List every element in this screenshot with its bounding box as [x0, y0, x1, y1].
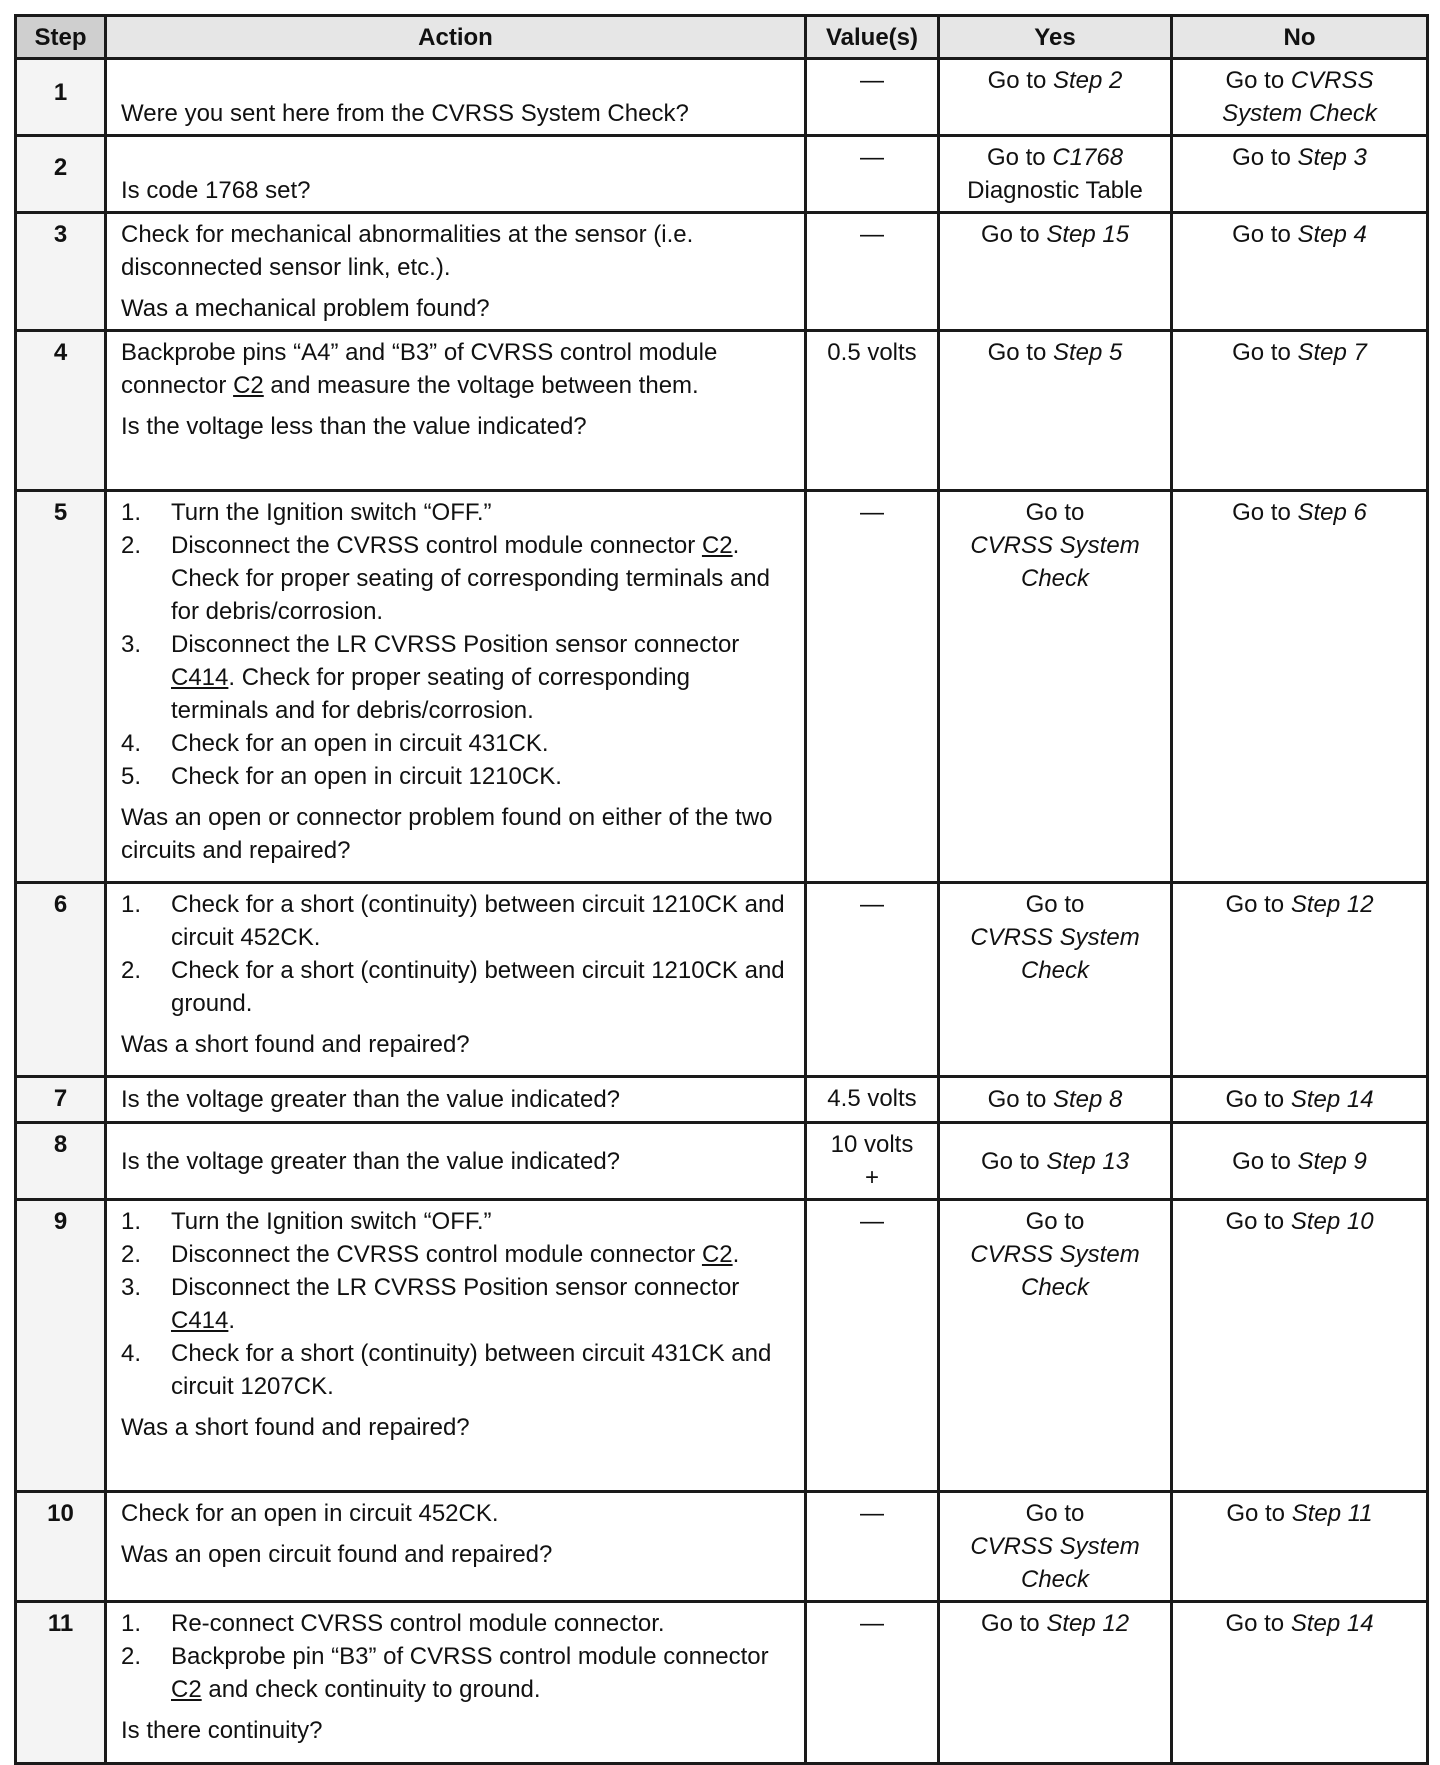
- goto-target-link[interactable]: Step 14: [1290, 1086, 1374, 1113]
- list-item-text: .: [732, 1241, 740, 1268]
- list-item: [121, 727, 790, 760]
- value-cell: —: [806, 213, 939, 331]
- no-cell: [1172, 136, 1428, 213]
- step-number: 10: [16, 1492, 106, 1602]
- table-row: [16, 1200, 1428, 1492]
- list-item-text: Disconnect the CVRSS control module connector: [171, 532, 702, 559]
- list-item-text: Turn the Ignition switch “OFF.”: [171, 499, 492, 526]
- step-number: 2: [16, 136, 106, 213]
- action-question: Was a mechanical problem found?: [121, 295, 490, 322]
- goto-target-link[interactable]: CVRSS System Check: [970, 532, 1140, 592]
- action-cell: [106, 1123, 806, 1200]
- list-item-text: Disconnect the CVRSS control module connector: [171, 1241, 702, 1268]
- goto-text: Go to: [1025, 1500, 1085, 1527]
- list-number: 1.: [121, 1208, 142, 1235]
- yes-cell: [939, 491, 1172, 883]
- list-item: [121, 496, 790, 529]
- list-item-text: Re-connect CVRSS control module connector.: [171, 1610, 665, 1637]
- connector-ref: C414: [171, 664, 229, 691]
- yes-cell: [939, 1123, 1172, 1200]
- no-cell: [1172, 1123, 1428, 1200]
- list-item-text: Backprobe pin “B3” of CVRSS control module connector: [171, 1643, 769, 1670]
- goto-target-link[interactable]: Step 13: [1046, 1147, 1130, 1175]
- action-cell: [106, 1077, 806, 1123]
- step-number: 11: [16, 1602, 106, 1764]
- no-cell: [1172, 1200, 1428, 1492]
- value-cell: 4.5 volts: [806, 1077, 939, 1123]
- connector-ref: C2: [171, 1676, 202, 1703]
- action-cell: [106, 136, 806, 213]
- action-cell: [106, 1602, 806, 1764]
- connector-ref: C2: [701, 532, 733, 559]
- goto-text: Go to: [1226, 1500, 1292, 1527]
- action-text: Check for mechanical abnormalities at the sensor (i.e. disconnected sensor link, etc.).: [121, 221, 694, 281]
- list-item-text: .: [228, 1307, 236, 1334]
- list-number: 2.: [121, 957, 142, 984]
- list-item-text: Turn the Ignition switch “OFF.”: [171, 1208, 492, 1235]
- table-row: [16, 1492, 1428, 1602]
- goto-target-link[interactable]: Step 8: [1052, 1086, 1123, 1113]
- table-row: [16, 491, 1428, 883]
- goto-text: Go to: [1225, 891, 1291, 918]
- goto-text: Go to: [1232, 1147, 1298, 1175]
- list-item-text: . Check for proper seating of corresponding terminals and for debris/corrosion.: [171, 664, 690, 724]
- goto-text: Go to: [1225, 67, 1291, 94]
- header-step: Step: [16, 16, 106, 59]
- goto-text: Go to: [1232, 144, 1298, 171]
- action-question: Was a short found and repaired?: [121, 1414, 470, 1441]
- yes-cell: [939, 1492, 1172, 1602]
- goto-target-link[interactable]: Step 14: [1290, 1610, 1374, 1637]
- list-item: [121, 1337, 790, 1403]
- no-cell: [1172, 1077, 1428, 1123]
- goto-text: Go to: [1232, 499, 1298, 526]
- action-text-part: Backprobe pins “A4” and “B3” of CVRSS control module connector: [121, 339, 718, 399]
- step-number: 8: [16, 1123, 106, 1200]
- goto-target-link[interactable]: Step 5: [1052, 339, 1123, 366]
- list-number: 2.: [121, 1643, 142, 1670]
- list-number: 1.: [121, 499, 142, 526]
- goto-target-link[interactable]: CVRSS System Check: [1222, 67, 1377, 127]
- goto-target-link[interactable]: Step 11: [1291, 1500, 1373, 1527]
- step-number: 3: [16, 213, 106, 331]
- goto-text: Go to: [1025, 891, 1085, 918]
- goto-target-link[interactable]: C1768: [1052, 144, 1124, 171]
- yes-cell: [939, 331, 1172, 491]
- header-values: Value(s): [806, 16, 939, 59]
- list-item-text: . Check for proper seating of corresponding terminals and for debris/corrosion.: [171, 532, 770, 625]
- action-cell: [106, 491, 806, 883]
- table-row: [16, 136, 1428, 213]
- yes-cell: [939, 1200, 1172, 1492]
- goto-target-suffix[interactable]: Diagnostic Table: [967, 177, 1143, 204]
- instruction-list: [121, 496, 790, 793]
- step-number: 4: [16, 331, 106, 491]
- table-row: [16, 59, 1428, 136]
- action-question: Is the voltage greater than the value indicated?: [121, 1086, 621, 1113]
- list-item-text: and check continuity to ground.: [201, 1676, 541, 1703]
- goto-text: Go to: [987, 67, 1053, 94]
- step-number: 7: [16, 1077, 106, 1123]
- action-cell: [106, 331, 806, 491]
- value-cell: —: [806, 136, 939, 213]
- value-cell: —: [806, 1602, 939, 1764]
- goto-target-link[interactable]: Step 12: [1290, 891, 1374, 918]
- goto-text: Go to: [980, 1610, 1047, 1637]
- instruction-list: [121, 1607, 790, 1706]
- list-item-text: Check for a short (continuity) between circuit 431CK and circuit 1207CK.: [171, 1340, 772, 1400]
- list-number: 3.: [121, 631, 142, 658]
- action-cell: [106, 213, 806, 331]
- instruction-list: [121, 1205, 790, 1403]
- goto-target-link[interactable]: Step 10: [1290, 1208, 1374, 1235]
- value-cell: —: [806, 883, 939, 1077]
- goto-text: Go to: [1025, 1208, 1085, 1235]
- value-cell: 10 volts +: [806, 1123, 939, 1200]
- list-item-text: Check for a short (continuity) between circuit 1210CK and circuit 452CK.: [171, 891, 785, 951]
- goto-target-link[interactable]: Step 7: [1297, 339, 1367, 366]
- value-cell: —: [806, 59, 939, 136]
- action-text: [121, 336, 790, 402]
- goto-target-link[interactable]: CVRSS System Check: [970, 924, 1140, 984]
- goto-text: Go to: [1225, 1610, 1291, 1637]
- goto-text: Go to: [986, 144, 1053, 171]
- goto-target-link[interactable]: Step 12: [1046, 1610, 1130, 1637]
- action-question: Is there continuity?: [121, 1717, 323, 1744]
- list-item: [121, 529, 790, 628]
- yes-cell: [939, 59, 1172, 136]
- goto-text: Go to: [1232, 221, 1298, 248]
- no-cell: [1172, 213, 1428, 331]
- table-row: [16, 1077, 1428, 1123]
- action-question: Is code 1768 set?: [121, 177, 311, 204]
- no-cell: [1172, 1492, 1428, 1602]
- action-question: Was a short found and repaired?: [121, 1031, 470, 1058]
- header-yes: Yes: [939, 16, 1172, 59]
- header-action: Action: [106, 16, 806, 59]
- list-item: [121, 1205, 790, 1238]
- action-text: Check for an open in circuit 452CK.: [121, 1500, 499, 1527]
- action-question: Was an open circuit found and repaired?: [121, 1541, 553, 1568]
- goto-target-link[interactable]: Step 3: [1297, 144, 1367, 171]
- table-row: [16, 331, 1428, 491]
- table-row: [16, 883, 1428, 1077]
- list-item: [121, 954, 790, 1020]
- goto-text: Go to: [1225, 1086, 1291, 1113]
- goto-target-link[interactable]: Step 2: [1052, 67, 1123, 94]
- list-number: 1.: [121, 1610, 142, 1637]
- connector-ref: C2: [701, 1241, 733, 1268]
- list-item: [121, 1640, 790, 1706]
- goto-target-link[interactable]: Step 6: [1297, 499, 1367, 526]
- goto-text: Go to: [980, 1147, 1047, 1175]
- instruction-list: [121, 888, 790, 1020]
- list-number: 4.: [121, 730, 142, 757]
- goto-text: Go to: [980, 221, 1047, 248]
- list-item: [121, 1238, 790, 1271]
- action-question: Is the voltage less than the value indicated?: [121, 413, 587, 440]
- value-cell: 0.5 volts: [806, 331, 939, 491]
- goto-target-link[interactable]: CVRSS System Check: [970, 1533, 1140, 1593]
- list-item: [121, 1607, 790, 1640]
- action-cell: [106, 1200, 806, 1492]
- list-number: 4.: [121, 1340, 142, 1367]
- list-number: 2.: [121, 1241, 142, 1268]
- yes-cell: [939, 1602, 1172, 1764]
- header-row: [16, 16, 1428, 59]
- value-cell: —: [806, 491, 939, 883]
- goto-target-link[interactable]: CVRSS System Check: [970, 1241, 1140, 1301]
- list-number: 5.: [121, 763, 142, 790]
- no-cell: [1172, 59, 1428, 136]
- action-question: Was an open or connector problem found on either of the two circuits and repaired?: [121, 804, 773, 864]
- action-question: Is the voltage greater than the value indicated?: [121, 1147, 621, 1175]
- goto-text: Go to: [1025, 499, 1085, 526]
- connector-ref: C414: [171, 1307, 229, 1334]
- list-item-text: Check for an open in circuit 1210CK.: [171, 763, 562, 790]
- list-item-text: Disconnect the LR CVRSS Position sensor connector: [171, 631, 740, 658]
- goto-target-link[interactable]: Step 4: [1297, 221, 1367, 248]
- value-cell: —: [806, 1200, 939, 1492]
- list-number: 3.: [121, 1274, 142, 1301]
- step-number: 6: [16, 883, 106, 1077]
- list-item-text: Check for a short (continuity) between circuit 1210CK and ground.: [171, 957, 785, 1017]
- list-item: [121, 1271, 790, 1337]
- action-cell: [106, 883, 806, 1077]
- table-row: [16, 213, 1428, 331]
- goto-target-link[interactable]: Step 15: [1046, 221, 1130, 248]
- step-number: 1: [16, 59, 106, 136]
- table-row: [16, 1602, 1428, 1764]
- list-number: 1.: [121, 891, 142, 918]
- list-item: [121, 760, 790, 793]
- goto-text: Go to: [987, 1086, 1053, 1113]
- list-item-text: Check for an open in circuit 431CK.: [171, 730, 549, 757]
- no-cell: [1172, 883, 1428, 1077]
- no-cell: [1172, 1602, 1428, 1764]
- list-item: [121, 888, 790, 954]
- action-text-part: and measure the voltage between them.: [263, 372, 699, 399]
- header-no: No: [1172, 16, 1428, 59]
- table-row: [16, 1123, 1428, 1200]
- yes-cell: [939, 213, 1172, 331]
- goto-text: Go to: [987, 339, 1053, 366]
- goto-text: Go to: [1232, 339, 1298, 366]
- yes-cell: [939, 1077, 1172, 1123]
- no-cell: [1172, 331, 1428, 491]
- no-cell: [1172, 491, 1428, 883]
- action-cell: [106, 59, 806, 136]
- step-number: 9: [16, 1200, 106, 1492]
- step-number: 5: [16, 491, 106, 883]
- action-question: Were you sent here from the CVRSS System Check?: [121, 100, 689, 127]
- diagnostic-table: [14, 14, 1429, 1765]
- connector-ref: C2: [233, 372, 264, 399]
- list-number: 2.: [121, 532, 142, 559]
- goto-text: Go to: [1225, 1208, 1291, 1235]
- list-item: [121, 628, 790, 727]
- value-cell: —: [806, 1492, 939, 1602]
- yes-cell: [939, 136, 1172, 213]
- list-item-text: Disconnect the LR CVRSS Position sensor connector: [171, 1274, 740, 1301]
- action-cell: [106, 1492, 806, 1602]
- yes-cell: [939, 883, 1172, 1077]
- goto-target-link[interactable]: Step 9: [1297, 1147, 1367, 1175]
